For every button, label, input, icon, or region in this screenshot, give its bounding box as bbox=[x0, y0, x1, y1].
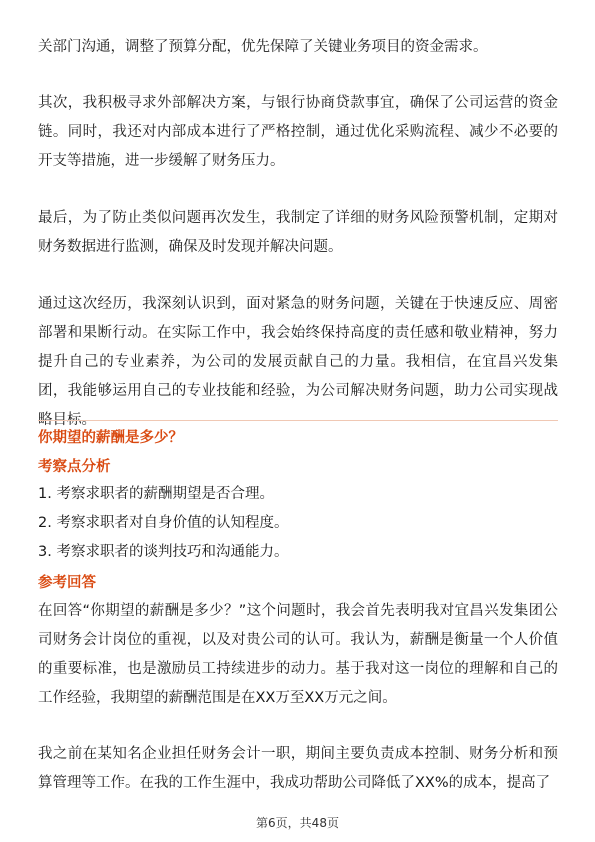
section-divider bbox=[38, 420, 558, 421]
page-number: 第6页，共48页 bbox=[256, 816, 339, 830]
body-paragraph-3: 最后，为了防止类似问题再次发生，我制定了详细的财务风险预警机制，定期对财务数据进行监测，确保及时发现并解决问题。 bbox=[38, 210, 558, 255]
analysis-heading: 考察点分析 bbox=[38, 459, 111, 475]
body-paragraph-2: 其次，我积极寻求外部解决方案，与银行协商贷款事宜，确保了公司运营的资金链。同时，我还对内部成本进行了严格控制，通过优化采购流程、减少不必要的开支等措施，进一步缓解了财务压力。 bbox=[38, 95, 558, 169]
answer-heading: 参考回答 bbox=[38, 575, 96, 591]
list-item: 3. 考察求职者的谈判技巧和沟通能力。 bbox=[38, 544, 289, 560]
list-item: 1. 考察求职者的薪酬期望是否合理。 bbox=[38, 486, 274, 502]
body-paragraph-4: 通过这次经历，我深刻认识到，面对紧急的财务问题，关键在于快速反应、周密部署和果断行动。在实际工作中，我会始终保持高度的责任感和敬业精神，努力提升自己的专业素养，为公司的发展贡献自己的力量。我相信，在宜昌兴发集团，我能够运用自己的专业技能和经验，为公司解决财务问题，助力公司实现战略目标。 bbox=[38, 296, 558, 428]
answer-paragraph-2: 我之前在某知名企业担任财务会计一职，期间主要负责成本控制、财务分析和预算管理等工作。在我的工作生涯中，我成功帮助公司降低了XX%的成本，提高了 bbox=[38, 746, 558, 791]
body-paragraph-1: 关部门沟通，调整了预算分配，优先保障了关键业务项目的资金需求。 bbox=[38, 39, 488, 55]
list-item: 2. 考察求职者对自身价值的认知程度。 bbox=[38, 515, 289, 531]
question-heading: 你期望的薪酬是多少？ bbox=[38, 430, 183, 446]
answer-paragraph-1: 在回答“你期望的薪酬是多少？”这个问题时，我会首先表明我对宜昌兴发集团公司财务会计岗位的重视，以及对贵公司的认可。我认为，薪酬是衡量一个人价值的重要标准，也是激励员工持续进步的动力。基于我对这一岗位的理解和自己的工作经验，我期望的薪酬范围是在XX万至XX万元之间。 bbox=[38, 603, 558, 706]
analysis-list bbox=[38, 480, 288, 567]
